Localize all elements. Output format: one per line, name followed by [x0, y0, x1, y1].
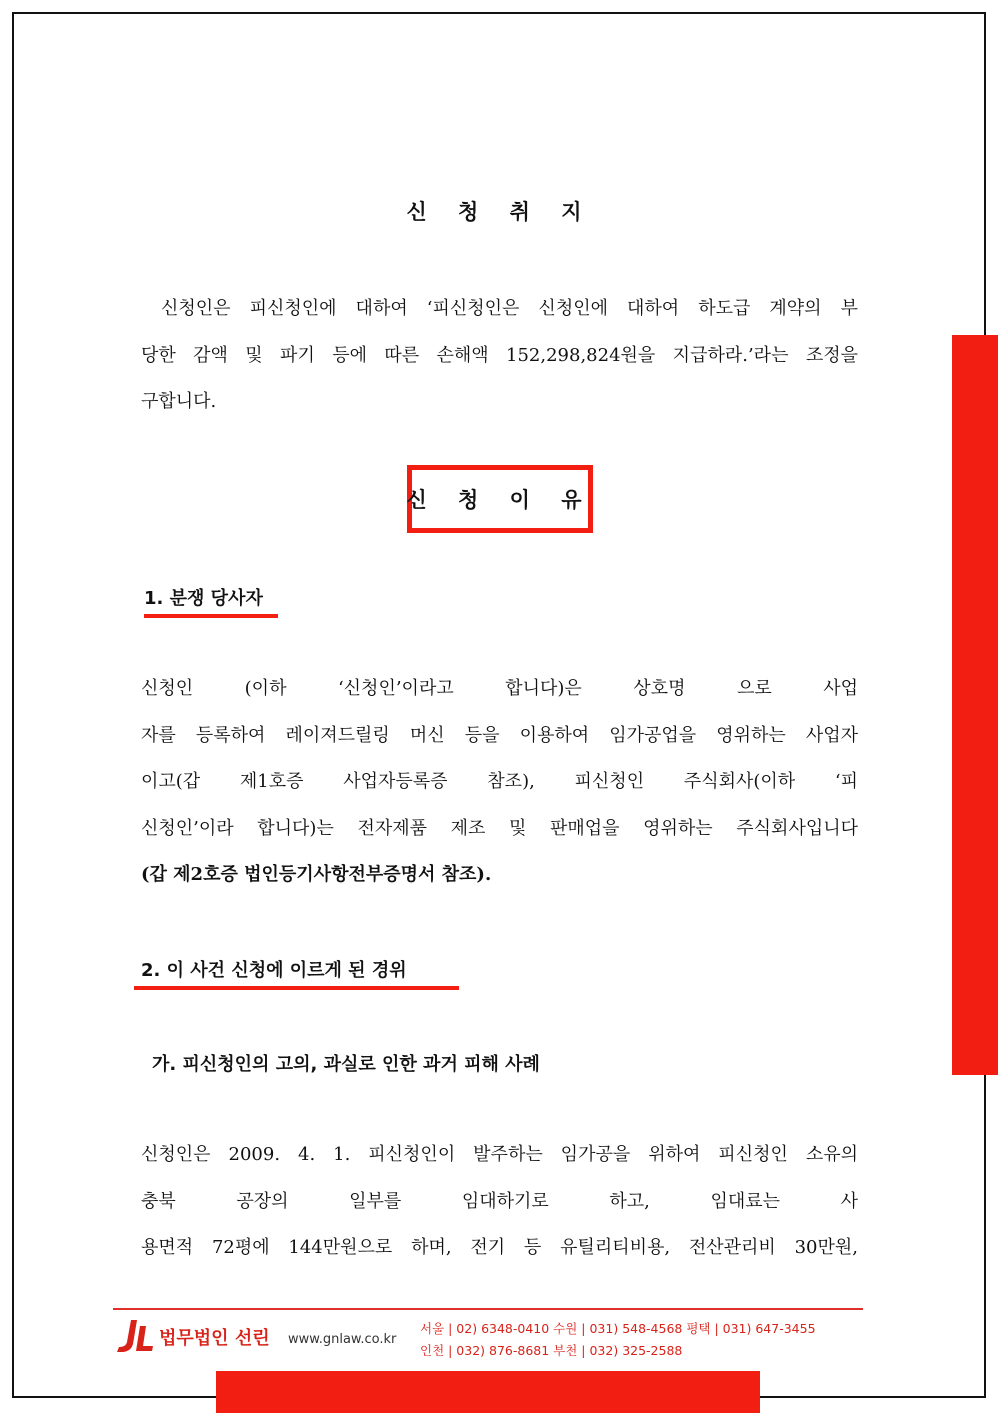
section2-line-3: 용면적 72평에 144만원으로 하며, 전기 등 유틸리티비용, 전산관리비 30만원,	[141, 1237, 858, 1258]
section2-line-1: 신청인은 2009. 4. 1. 피신청인이 발주하는 임가공을 위하여 피신청인 소유의	[141, 1144, 858, 1165]
section1-line-4: 신청인’이라 합니다)는 전자제품 제조 및 판매업을 영위하는 주식회사입니다	[141, 817, 858, 839]
section2-subheading: 가. 피신청인의 고의, 과실로 인한 과거 피해 사례	[152, 1054, 540, 1075]
title-purpose: 신 청 취 지	[406, 200, 594, 224]
intro-line-3: 구합니다.	[141, 391, 217, 412]
contacts-line-1: 서울 | 02) 6348-0410 수원 | 031) 548-4568 평택 | 031) 647-3455	[420, 1321, 816, 1336]
section1-line-1: 신청인 (이하 ‘신청인’이라고 합니다)은 상호명 으로 사업	[141, 678, 858, 699]
bottom-red-marker-bar	[216, 1371, 760, 1413]
title-reason: 신 청 이 유	[406, 488, 594, 512]
firm-logo	[113, 1318, 270, 1356]
section1-paragraph	[141, 666, 858, 899]
section1-line-5: (갑 제2호증 법인등기사항전부증명서 참조).	[141, 864, 492, 885]
section2-line-2: 충북 공장의 일부를 임대하기로 하고, 임대료는 사	[141, 1190, 858, 1212]
firm-contacts	[420, 1318, 816, 1362]
intro-line-1: 신청인은 피신청인에 대하여 ‘피신청인은 신청인에 대하여 하도급 계약의 부	[161, 298, 858, 319]
intro-line-2: 당한 감액 및 파기 등에 따른 손해액 152,298,824원을 지급하라.’라는 조정을	[141, 344, 858, 366]
contacts-line-2: 인천 | 032) 876-8681 부천 | 032) 325-2588	[420, 1343, 683, 1358]
section2-heading: 2. 이 사건 신청에 이르게 된 경위	[141, 960, 407, 981]
section2-underline	[134, 986, 459, 990]
section1-heading: 1. 분쟁 당사자	[144, 588, 263, 609]
footer-divider	[113, 1308, 863, 1310]
right-red-marker-bar	[952, 335, 998, 1075]
firm-logo-icon	[113, 1318, 155, 1356]
firm-website-link[interactable]: www.gnlaw.co.kr	[288, 1332, 397, 1347]
intro-paragraph	[141, 286, 858, 426]
section1-line-2: 자를 등록하여 레이져드릴링 머신 등을 이용하여 임가공업을 영위하는 사업자	[141, 724, 858, 746]
firm-name: 법무법인 선린	[159, 1328, 270, 1349]
section1-underline	[144, 614, 278, 618]
section1-line-3: 이고(갑 제1호증 사업자등록증 참조), 피신청인 주식회사(이하 ‘피	[141, 771, 858, 792]
section2-paragraph	[141, 1132, 858, 1272]
